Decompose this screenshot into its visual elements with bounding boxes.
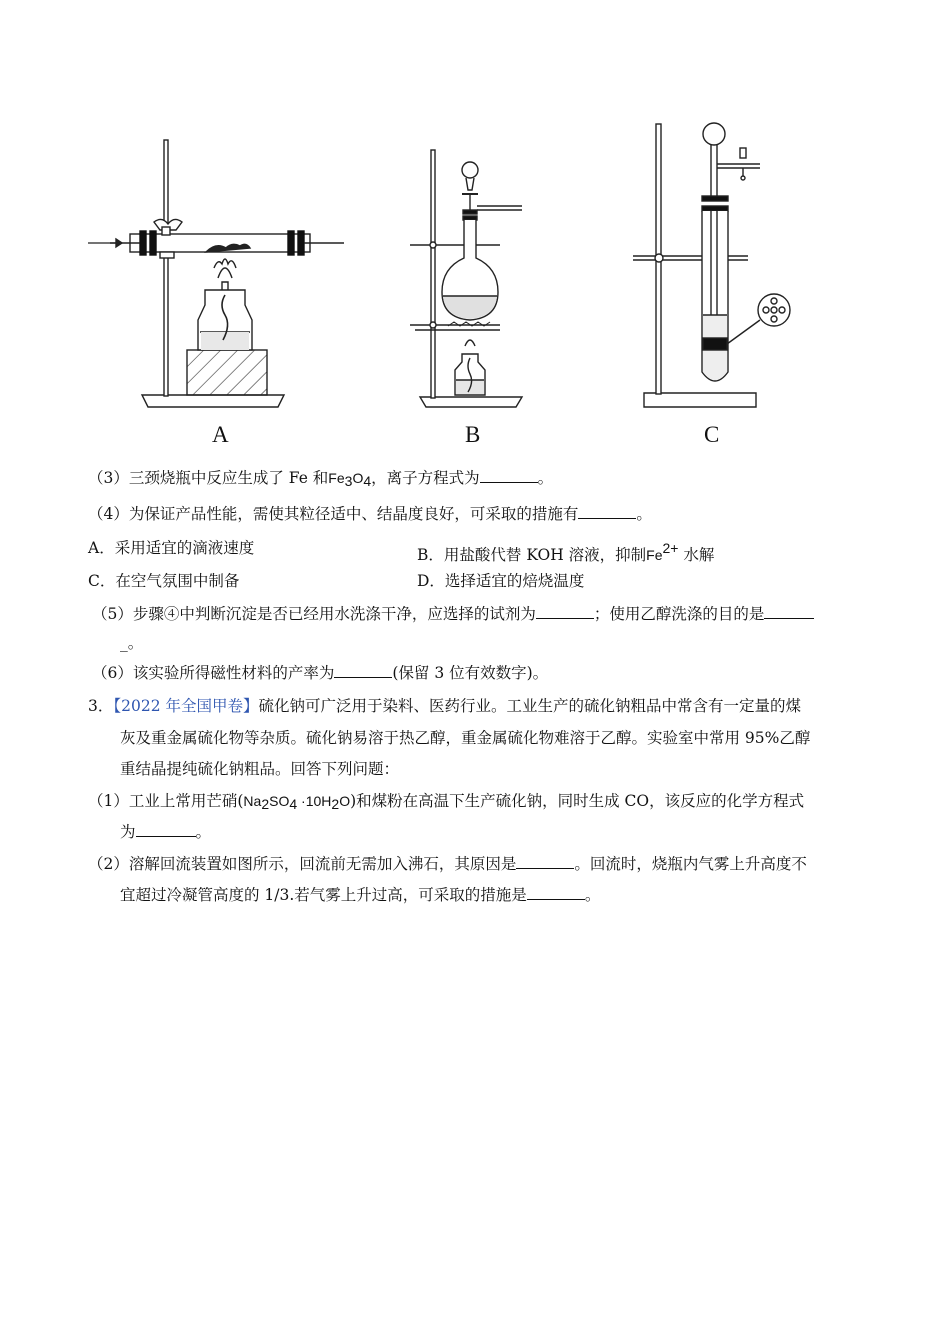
- q5-cont: _。: [120, 634, 144, 652]
- problem-3-text-2: 灰及重金属硫化物等杂质。硫化钠易溶于热乙醇，重金属硫化物难溶于乙醇。实验室中常用 95%乙醇: [120, 729, 811, 747]
- option-b-fe: Fe: [646, 547, 663, 563]
- problem-number: 3．: [88, 697, 114, 715]
- q3-end: 。: [537, 469, 554, 487]
- answer-blank[interactable]: [527, 885, 585, 900]
- q3-prefix: （3）三颈烧瓶中反应生成了 Fe 和: [88, 469, 329, 487]
- options-row-2: [0, 569, 950, 593]
- answer-blank[interactable]: [136, 822, 196, 837]
- question-6: [0, 661, 950, 685]
- s1-sub2b: 2: [331, 796, 340, 812]
- s1-suffix: )和煤粉在高温下生产硫化钠，同时生成 CO，该反应的化学方程式: [350, 792, 805, 810]
- apparatus-c: [633, 123, 790, 407]
- s2-line1b: 。回流时，烧瓶内气雾上升高度不: [574, 855, 807, 873]
- q6-text: （6）该实验所得磁性材料的产率为: [92, 664, 335, 682]
- s1-na: Na: [243, 793, 262, 809]
- question-3: [0, 466, 950, 493]
- q4-end: 。: [636, 505, 652, 523]
- problem-3-sub-2: [0, 852, 950, 876]
- answer-blank[interactable]: [578, 504, 636, 519]
- q5-text: （5）步骤④中判断沉淀是否已经用水洗涤干净，应选择的试剂为: [92, 605, 536, 623]
- problem-3-sub-1-cont: [0, 820, 950, 844]
- option-a: A．采用适宜的滴液速度: [88, 539, 255, 557]
- option-b-suffix: 水解: [678, 546, 715, 564]
- option-b-prefix: B．用盐酸代替 KOH 溶液，抑制: [417, 546, 647, 564]
- answer-blank[interactable]: [536, 604, 594, 619]
- answer-blank[interactable]: [334, 663, 392, 678]
- caption-c: C: [704, 422, 720, 447]
- q3-o: O: [352, 470, 364, 486]
- s2-line1a: （2）溶解回流装置如图所示，回流前无需加入沸石，其原因是: [88, 855, 517, 873]
- question-5-cont: [0, 631, 950, 655]
- problem-3-line-2: [0, 726, 950, 750]
- caption-b: B: [465, 422, 481, 447]
- problem-3-text-3: 重结晶提纯硫化钠粗品。回答下列问题：: [120, 760, 400, 778]
- q3-suffix: ，离子方程式为: [371, 469, 480, 487]
- option-b: [417, 536, 714, 567]
- q3-sub3: 3: [344, 473, 353, 489]
- apparatus-a: [88, 140, 344, 407]
- caption-a: A: [212, 422, 229, 447]
- apparatus-b: [410, 150, 522, 407]
- q4-text: （4）为保证产品性能，需使其粒径适中、结晶度良好，可采取的措施有: [88, 505, 579, 523]
- s1-end: 。: [195, 823, 212, 841]
- problem-3-line-1: [0, 694, 950, 718]
- problem-source: 【2022 年全国甲卷】: [113, 697, 259, 715]
- problem-3-sub-2-cont: [0, 883, 950, 907]
- s1-so: SO: [269, 793, 290, 809]
- option-d: D．选择适宜的焙烧温度: [417, 572, 585, 590]
- problem-3-sub-1: [0, 789, 950, 816]
- option-b-sup: 2+: [662, 540, 679, 556]
- s1-o: O: [339, 793, 351, 809]
- problem-3-line-3: [0, 757, 950, 781]
- s2-line2a: 宜超过冷凝管高度的 1/3.若气雾上升过高，可采取的措施是: [120, 886, 527, 904]
- s1-prefix: （1）工业上常用芒硝(: [88, 792, 244, 810]
- answer-blank[interactable]: [764, 604, 814, 619]
- question-4: [0, 502, 950, 526]
- question-5: [0, 602, 950, 626]
- answer-blank[interactable]: [480, 468, 538, 483]
- s1-cont: 为: [120, 823, 136, 841]
- option-c: C．在空气氛围中制备: [88, 572, 240, 590]
- q6-end: (保留 3 位有效数字)。: [392, 664, 549, 682]
- q3-sub4: 4: [363, 473, 372, 489]
- problem-3-text-1: 硫化钠可广泛用于染料、医药行业。工业生产的硫化钠粗品中常含有一定量的煤: [258, 697, 802, 715]
- s1-sub4: 4: [289, 796, 298, 812]
- s2-line2b: 。: [584, 886, 601, 904]
- apparatus-figure: [70, 110, 890, 460]
- q3-fe: Fe: [328, 470, 345, 486]
- answer-blank[interactable]: [516, 854, 574, 869]
- s1-dot: ·10H: [297, 793, 332, 809]
- options-row-1: [0, 536, 950, 564]
- q5-mid: ；使用乙醇洗涤的目的是: [593, 605, 765, 623]
- s1-sub2: 2: [261, 796, 270, 812]
